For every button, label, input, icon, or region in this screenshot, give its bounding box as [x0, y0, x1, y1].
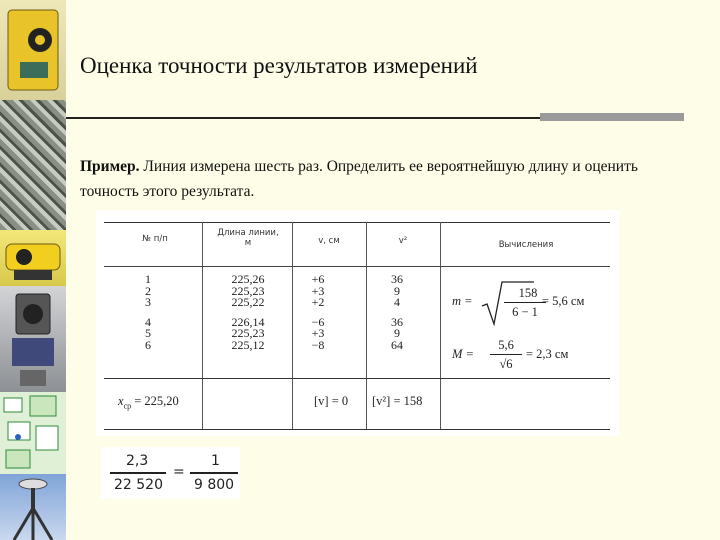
table-frame — [104, 222, 610, 430]
cell-v: −8 — [311, 337, 325, 352]
fraction-bar — [110, 472, 166, 474]
cell-v2: 64 — [391, 337, 403, 352]
fraction-bar — [504, 302, 546, 303]
measurement-table-scan — [96, 210, 620, 436]
cell-number: 4 — [145, 314, 151, 329]
aerial-photo-image — [0, 100, 66, 230]
table-divider — [366, 222, 367, 429]
cell-length: 226,14 — [231, 314, 265, 329]
cell-v2: 36 — [391, 272, 403, 286]
cell-v2: 9 — [394, 326, 400, 340]
mean-value — [118, 394, 179, 411]
example-description: Линия измерена шесть раз. Определить ее вероятнейшую длину и оценить точность этого результата. — [80, 158, 638, 200]
formula-M-lhs: M = — [452, 347, 474, 361]
title-rule — [66, 117, 540, 119]
cell-v2: 9 — [394, 283, 400, 298]
header-v: v, см — [318, 236, 340, 246]
footer-rule — [104, 378, 610, 379]
table-divider — [202, 222, 203, 429]
cell-number: 1 — [145, 272, 151, 286]
cell-length: 225,26 — [231, 272, 265, 286]
mean-subscript: ср — [123, 401, 132, 411]
column-length — [206, 274, 290, 351]
formula-m-denominator: 6 − 1 — [512, 305, 538, 319]
formula-m-numerator: 158 — [518, 286, 538, 300]
fraction-bar — [190, 472, 238, 474]
cell-length: 225,23 — [231, 283, 265, 298]
title-rule-accent — [540, 113, 684, 121]
table-divider — [292, 222, 293, 429]
map-fragment-image — [0, 392, 66, 474]
cell-length: 225,22 — [231, 295, 265, 309]
mean-number: = 225,20 — [131, 394, 179, 408]
column-v — [296, 274, 340, 351]
fraction-1-numerator: 2,3 — [126, 453, 149, 469]
example-label: Пример. — [80, 158, 140, 175]
sum-v: [v] = 0 — [314, 394, 349, 408]
formula-m-result: = 5,6 см — [542, 294, 585, 308]
cell-number: 3 — [145, 295, 151, 309]
relative-error-fraction — [100, 447, 240, 499]
cell-length: 225,23 — [231, 326, 265, 340]
left-image-strip — [0, 0, 66, 540]
sum-v2: [v²] = 158 — [372, 394, 423, 408]
mean-symbol: x — [118, 394, 124, 408]
header-length: Длина линии, м — [217, 228, 279, 248]
header-rule — [104, 266, 610, 267]
cell-v: +6 — [311, 272, 325, 286]
cell-number: 2 — [145, 283, 151, 298]
cell-v: −6 — [311, 314, 325, 329]
cell-length: 225,12 — [231, 337, 265, 352]
formula-M-numerator: 5,6 — [498, 338, 514, 352]
header-v2: v² — [398, 236, 408, 246]
fraction-2-denominator: 9 800 — [194, 477, 235, 493]
formula-M-denominator: √6 — [499, 357, 513, 371]
formula-M-result: = 2,3 см — [526, 347, 569, 361]
header-number: № п/п — [142, 234, 168, 244]
fraction-1-denominator: 22 520 — [114, 477, 163, 493]
cell-v: +3 — [311, 326, 325, 340]
fraction-2-numerator: 1 — [211, 453, 220, 469]
gps-tripod-image — [0, 474, 66, 540]
cell-number: 6 — [145, 337, 151, 352]
column-v2 — [382, 274, 412, 351]
cell-v: +3 — [311, 283, 325, 298]
cell-v: +2 — [311, 295, 325, 309]
fraction-bar — [490, 354, 522, 355]
formula-m-lhs: m = — [452, 294, 473, 308]
cell-v2: 4 — [394, 295, 400, 309]
cell-v2: 36 — [391, 314, 403, 329]
level-instrument-image — [0, 230, 66, 286]
header-calculations: Вычисления — [498, 240, 554, 250]
cell-number: 5 — [145, 326, 151, 340]
theodolite-image — [0, 286, 66, 392]
slide-title: Оценка точности результатов измерений — [80, 53, 478, 78]
total-station-image — [0, 0, 66, 100]
equals-sign: = — [173, 464, 185, 480]
example-text — [80, 154, 680, 204]
table-divider — [440, 222, 441, 429]
column-number — [136, 274, 160, 351]
